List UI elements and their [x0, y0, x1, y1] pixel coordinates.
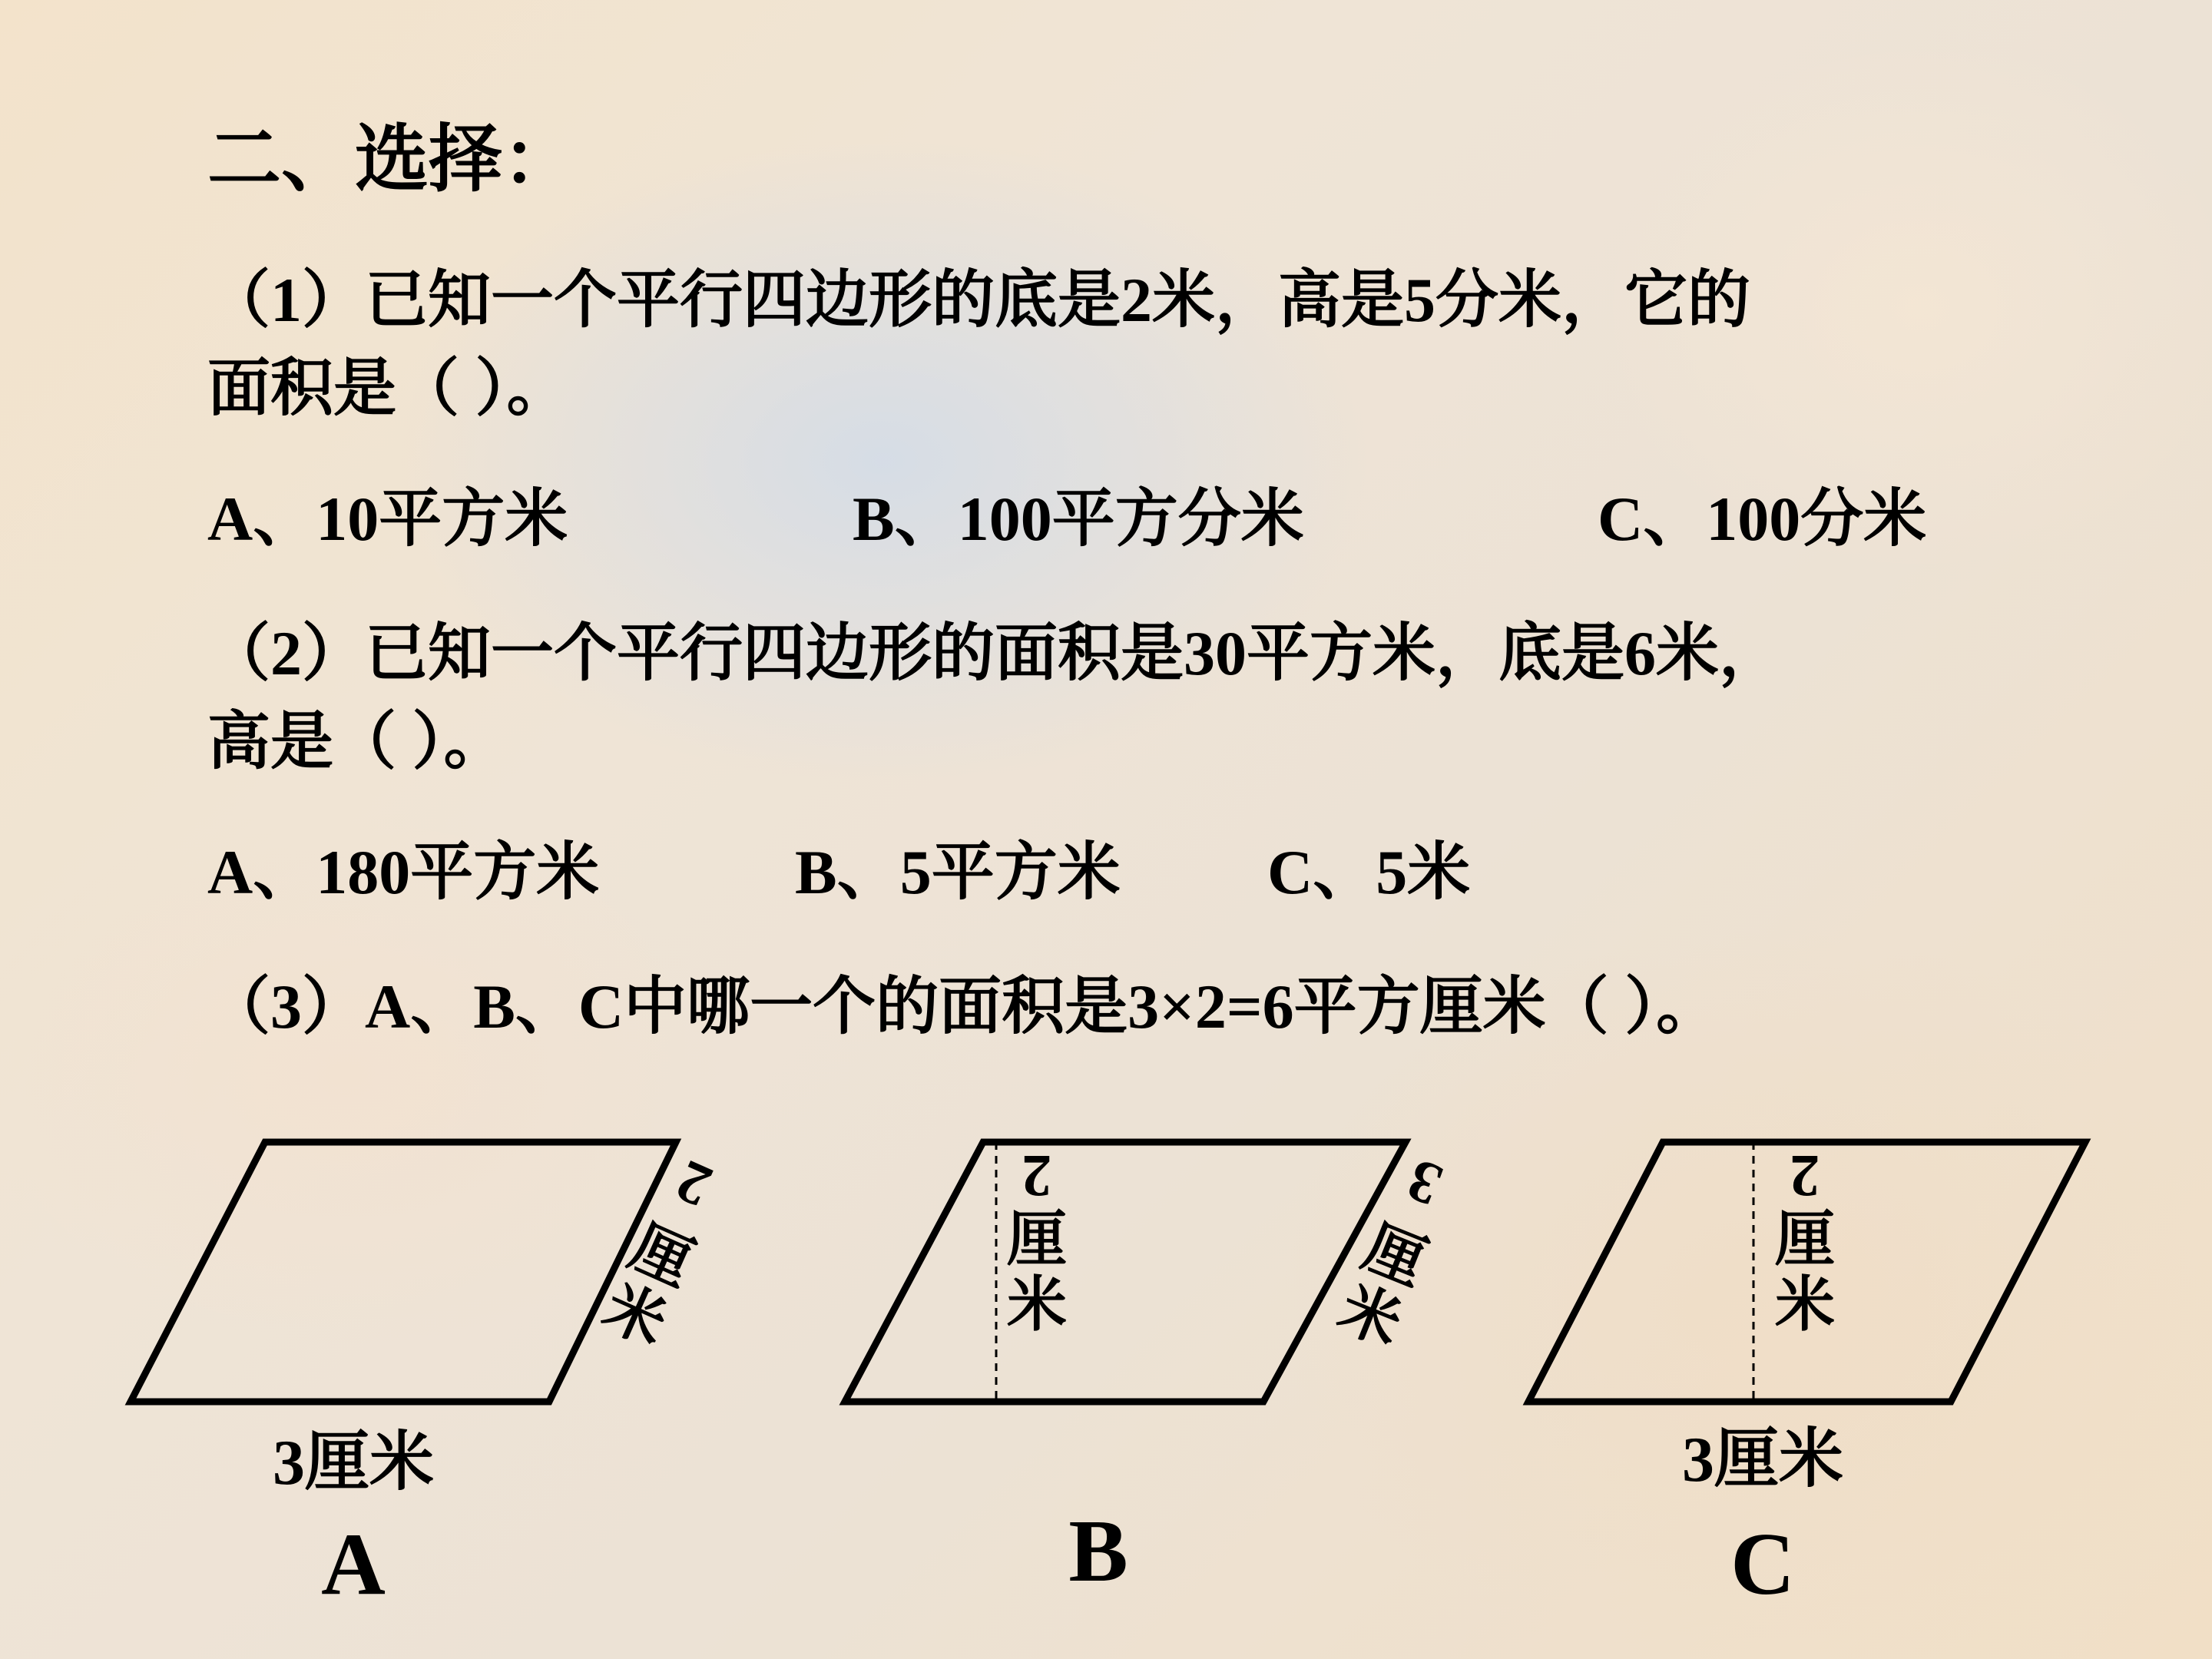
figure-c — [1528, 1142, 2085, 1614]
svg-text:2: 2 — [1022, 1143, 1052, 1210]
question-2-line-2: 高是（ ）。 — [207, 707, 507, 777]
figure-c-height-label — [1775, 1143, 1835, 1338]
svg-text:米: 米 — [1006, 1271, 1068, 1338]
figure-a-name: A — [321, 1515, 386, 1614]
parallelogram-b — [845, 1142, 1406, 1402]
svg-text:米: 米 — [1774, 1271, 1836, 1338]
figure-c-name: C — [1730, 1515, 1795, 1614]
svg-text:3: 3 — [1398, 1146, 1451, 1220]
figure-a — [131, 1141, 735, 1614]
svg-text:厘: 厘 — [1354, 1213, 1435, 1298]
figure-c-base-label: 3厘米 — [1681, 1424, 1844, 1495]
question-2-option-a: A、180平方米 — [207, 837, 600, 907]
figure-b-height-label — [1007, 1143, 1067, 1338]
svg-text:2: 2 — [1790, 1143, 1820, 1210]
section-heading: 二、选择： — [207, 118, 576, 200]
parallelogram-a — [131, 1142, 676, 1402]
figure-a-side-label — [594, 1141, 735, 1358]
question-2-line-1: （2）已知一个平行四边形的面积是30平方米，底是6米， — [207, 618, 1783, 688]
figure-b-name: B — [1068, 1502, 1128, 1601]
svg-text:厘: 厘 — [1774, 1206, 1836, 1273]
question-1-option-a: A、10平方米 — [207, 484, 568, 554]
svg-text:2: 2 — [666, 1147, 721, 1221]
figure-b — [845, 1141, 1465, 1601]
question-1-option-c: C、100分米 — [1598, 484, 1927, 554]
svg-text:米: 米 — [594, 1272, 677, 1359]
svg-text:厘: 厘 — [1006, 1206, 1068, 1273]
svg-text:米: 米 — [1330, 1273, 1411, 1359]
question-2-option-c: C、5米 — [1267, 837, 1471, 907]
svg-text:厘: 厘 — [621, 1213, 704, 1299]
figure-a-base-label: 3厘米 — [272, 1427, 435, 1498]
question-2-option-b: B、5平方米 — [795, 837, 1121, 907]
question-1-line-1: （1）已知一个平行四边形的底是2米，高是5分米，它的 — [207, 265, 1751, 335]
question-3-line-1: （3）A、B、C中哪一个的面积是3×2=6平方厘米（ ）。 — [207, 972, 1720, 1041]
question-1-option-b: B、100平方分米 — [853, 484, 1304, 554]
question-1-line-2: 面积是（ ）。 — [207, 353, 570, 423]
